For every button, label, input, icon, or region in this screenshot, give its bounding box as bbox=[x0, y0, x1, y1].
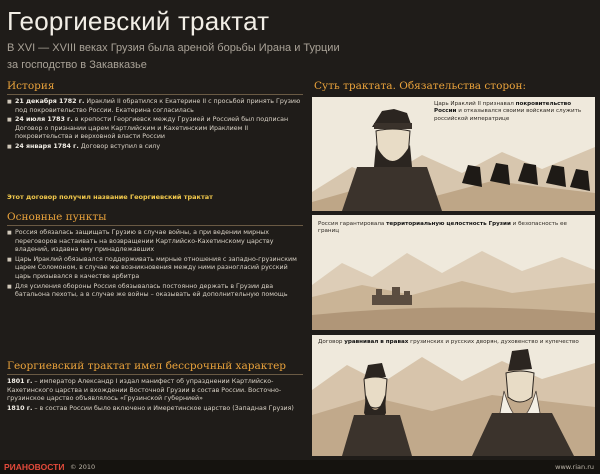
panel-protectorate-text: Царь Ираклий II признавал покровительство России и отказывался своими войсками служить российской императрице bbox=[434, 101, 582, 122]
character-rule bbox=[7, 374, 303, 375]
panel-integrity-text: Россия гарантировала территориальную целостность Грузии и безопасность ее границ bbox=[318, 221, 567, 235]
site-link[interactable]: www.rian.ru bbox=[555, 463, 594, 471]
character-heading: Георгиевский трактат имел бессрочный характер bbox=[7, 360, 287, 372]
points-heading: Основные пункты bbox=[7, 211, 107, 223]
history-item: ■ 21 декабря 1782 г. Ираклий II обратился к Екатерине II с просьбой принять Грузию под покровительство России. Екатерина согласилась bbox=[7, 98, 303, 115]
brand-logo[interactable]: РИАНОВОСТИ bbox=[4, 462, 65, 472]
points-list bbox=[7, 229, 303, 301]
history-heading: История bbox=[7, 80, 55, 92]
panel-protectorate bbox=[312, 97, 595, 211]
essence-heading: Суть трактата. Обязательства сторон: bbox=[314, 80, 526, 92]
point-item: ■ Россия обязалась защищать Грузию в случае войны, а при ведении мирных переговоров настаивать на возвращении Картлийско-Кахетинскому царству владений, издавна ему принадлежавших bbox=[7, 229, 303, 255]
page-title: Георгиевский трактат bbox=[7, 6, 270, 36]
character-item: 1810 г. – в состав России было включено и Имеретинское царство (Западная Грузия) bbox=[7, 404, 294, 412]
character-item: 1801 г. – император Александр I издал манифест об упразднении Картлийско-Кахетинского царства и вхождении Восточной Грузии в состав России. Восточно-грузинское царство объявлялось «Грузинской губернией» bbox=[7, 378, 282, 403]
character-list bbox=[7, 378, 303, 413]
footer bbox=[0, 460, 600, 474]
panel-equality-illustration bbox=[312, 335, 595, 456]
copyright: © 2010 bbox=[70, 463, 96, 471]
panel-equality-text: Договор уравнивал в правах грузинских и русских дворян, духовенство и купечество bbox=[318, 339, 579, 345]
panel-equality bbox=[312, 335, 595, 456]
history-list bbox=[7, 98, 303, 153]
page-subtitle: В XVI — XVIII веках Грузия была ареной борьбы Ирана и Турции за господство в Закавказье bbox=[7, 42, 340, 71]
point-item: ■ Царь Ираклий обязывался поддерживать мирные отношения с западно-грузинским царем Соломоном, в случае же возникновения между ними разногласий русский царь призывался в качестве арбитра bbox=[7, 256, 303, 282]
history-item: ■ 24 января 1784 г. Договор вступил в силу bbox=[7, 143, 303, 152]
history-highlight: Этот договор получил название Георгиевский трактат bbox=[7, 193, 213, 201]
history-item: ■ 24 июля 1783 г. в крепости Георгиевск между Грузией и Россией был подписан Договор о признании царем Картлийским и Кахетинским Ираклием II покровительства и верховной власти России bbox=[7, 116, 303, 142]
points-rule bbox=[7, 225, 303, 226]
history-rule bbox=[7, 94, 303, 95]
point-item: ■ Для усиления обороны Россия обязывалась постоянно держать в Грузии два батальона пехоты, а в случае же войны – оказывать ей дополнительную помощь bbox=[7, 283, 303, 300]
panel-integrity bbox=[312, 215, 595, 330]
